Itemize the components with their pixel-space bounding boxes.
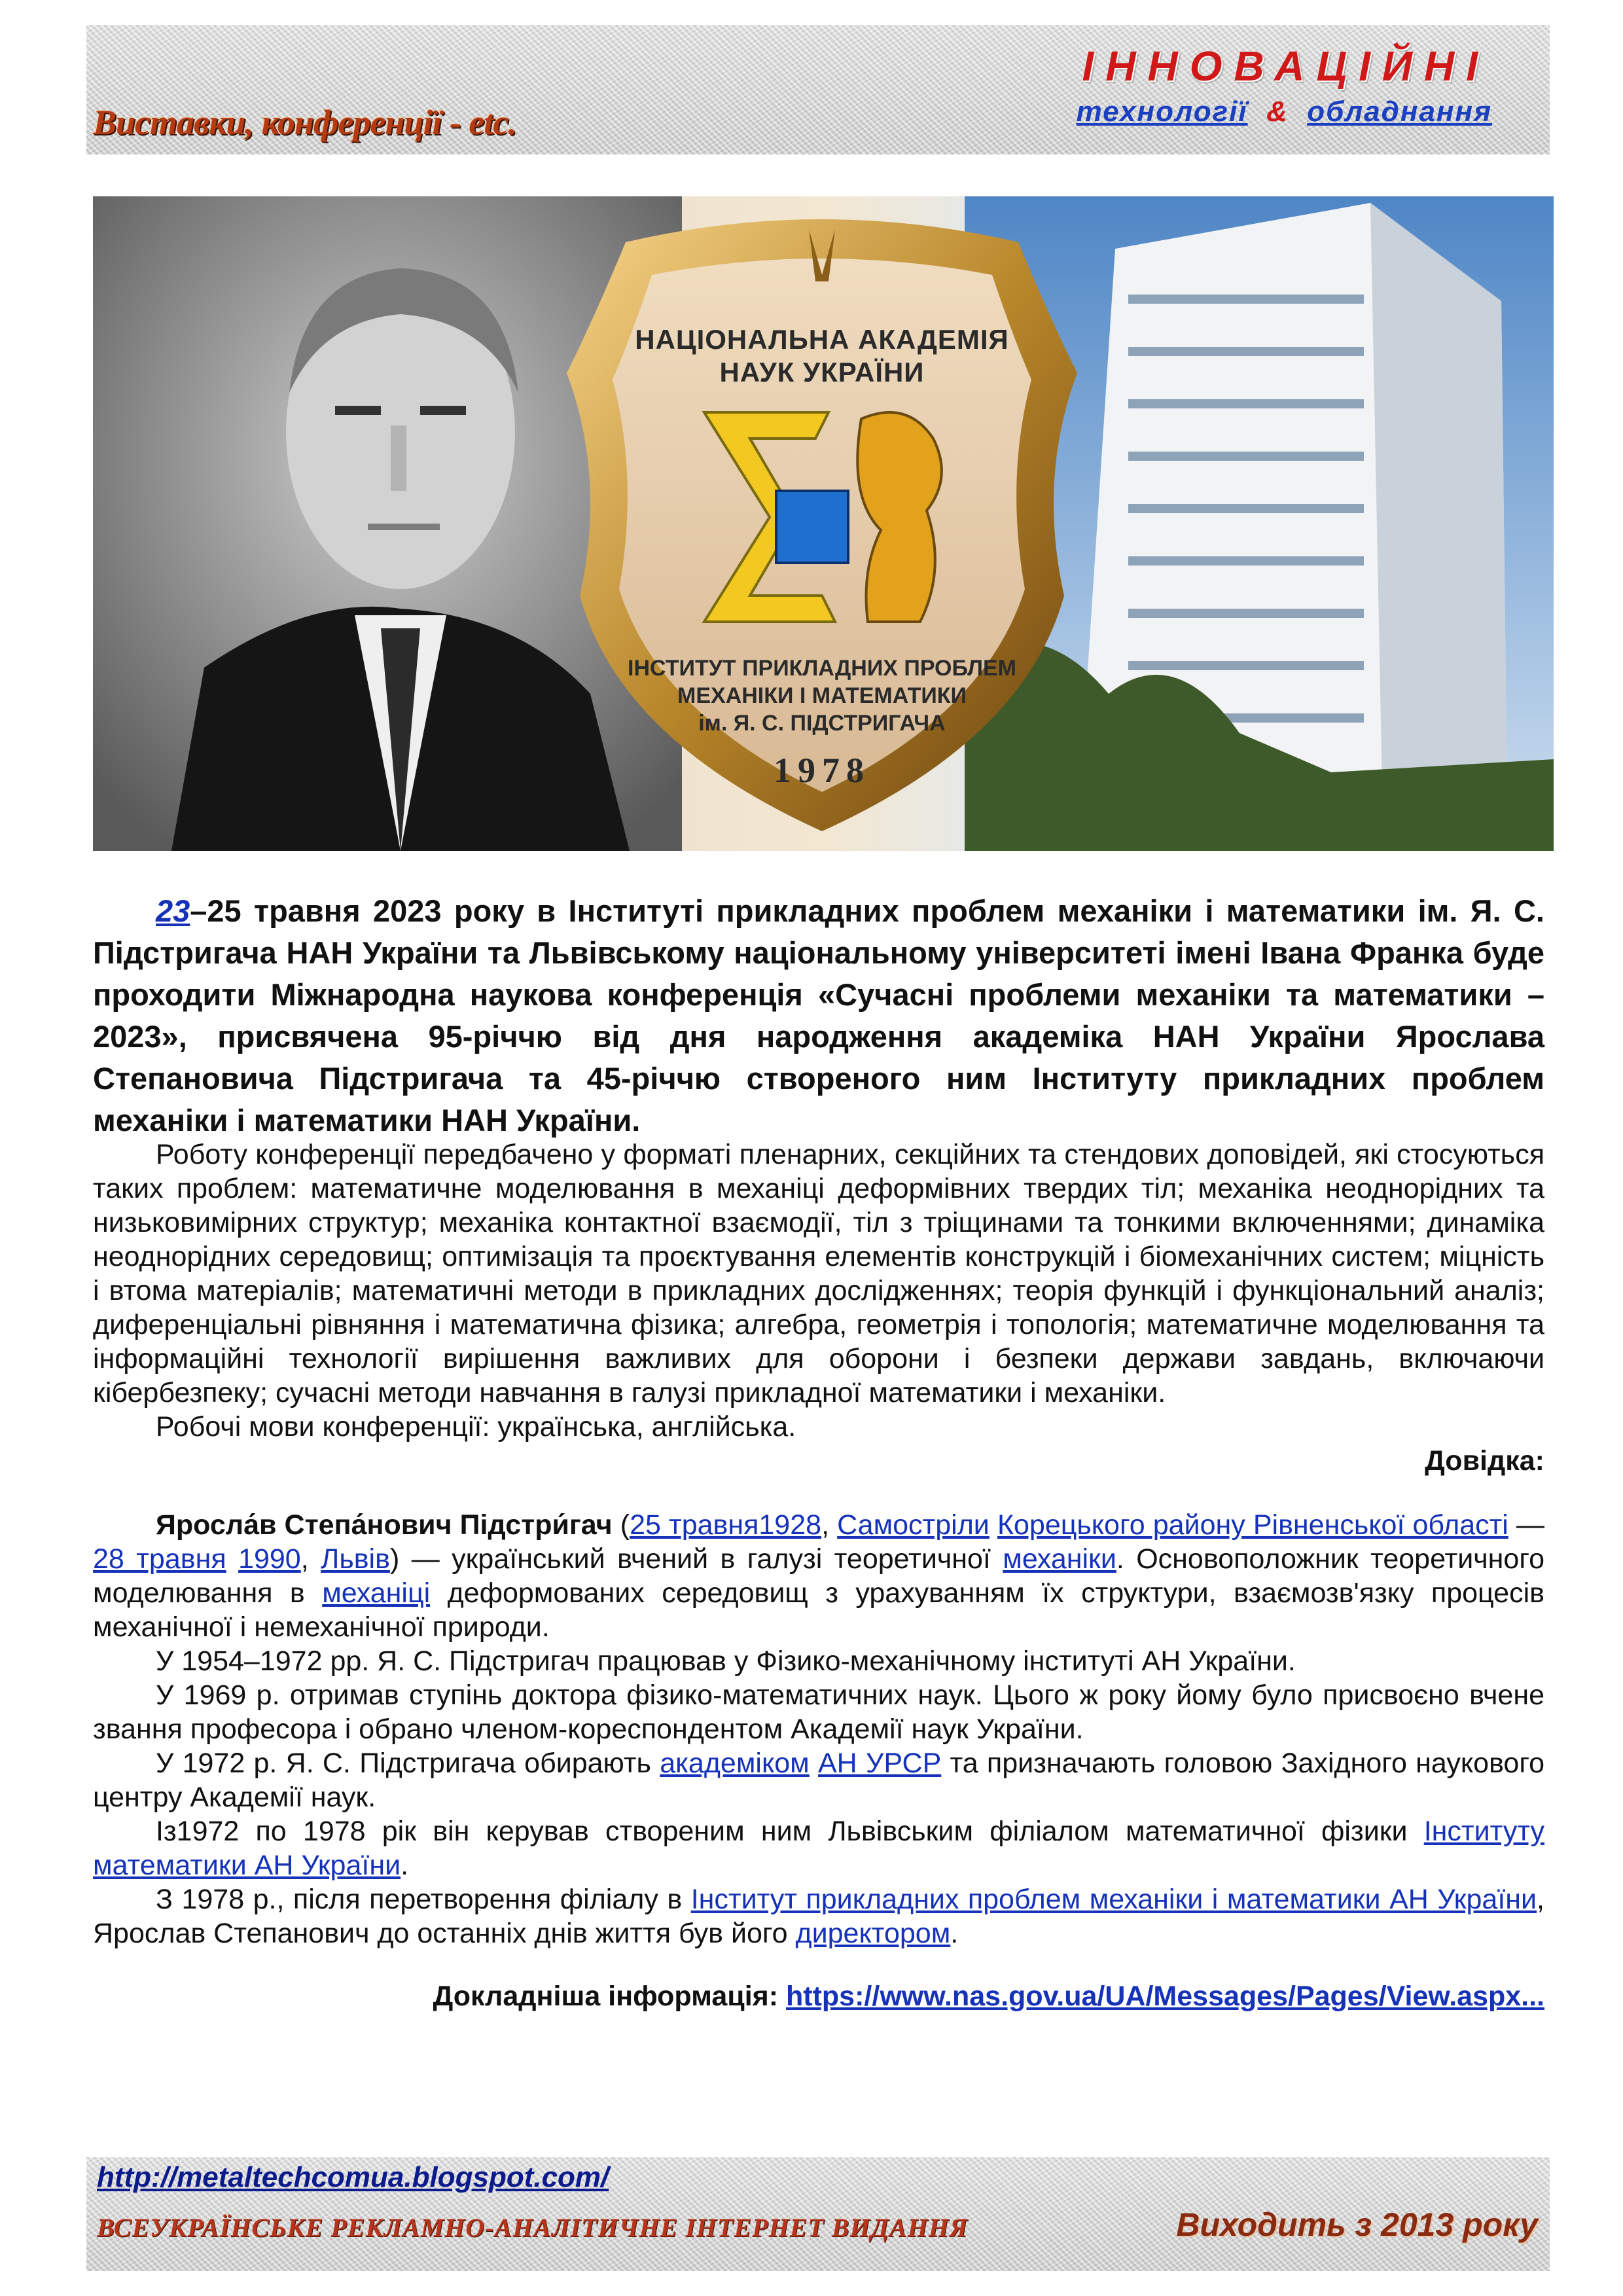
bio-text: ) — український вчений в галузі теоретичної bbox=[389, 1543, 1003, 1575]
city-link[interactable]: Львів bbox=[321, 1543, 390, 1575]
languages-paragraph: Робочі мови конференції: українська, англійська. bbox=[156, 1411, 796, 1443]
bio-text: . bbox=[401, 1850, 409, 1881]
bio-text bbox=[990, 1509, 997, 1541]
footer-since: Виходить з 2013 року bbox=[1176, 2206, 1538, 2243]
brand-sub-left: технології bbox=[1076, 96, 1248, 128]
conference-description bbox=[93, 1138, 1544, 1478]
bio-paragraph-4 bbox=[93, 1746, 1544, 1814]
bio-paragraph-3: У 1969 р. отримав ступінь доктора фізико-математичних наук. Цього ж року йому було присвоєно вчене звання професора і обрано членом-кореспондентом Академії наук України. bbox=[93, 1679, 1544, 1745]
emblem-institute-text bbox=[554, 655, 1090, 737]
header-band bbox=[86, 25, 1550, 154]
bio-text: . Основоположник теоретичного моделювання в bbox=[93, 1543, 1544, 1609]
bio-text: , Ярослав Степанович до останніх днів життя був його bbox=[93, 1884, 1544, 1949]
bio-text: . bbox=[950, 1918, 959, 1949]
biography-section bbox=[93, 1508, 1544, 2013]
bio-text: ( bbox=[612, 1509, 630, 1541]
institute-link[interactable]: Інститут прикладних проблем механіки і математики АН України bbox=[690, 1884, 1537, 1915]
footer-title: ВСЕУКРАЇНСЬКЕ РЕКЛАМНО-АНАЛІТИЧНЕ ІНТЕРНЕТ ВИДАННЯ bbox=[97, 2213, 969, 2242]
hero-image bbox=[93, 196, 1554, 851]
bio-paragraph-2: У 1954–1972 рр. Я. С. Підстригач працював у Фізико-механічному інституті АН України. bbox=[156, 1645, 1296, 1677]
emblem-text bbox=[554, 203, 1090, 851]
bio-text bbox=[810, 1748, 818, 1779]
death-year-link[interactable]: 1990 bbox=[238, 1543, 301, 1575]
topics-paragraph: Роботу конференції передбачено у форматі пленарних, секційних та стендових доповідей, які стосуються таких проблем: математичне моделювання в механіці деформівних твердих тіл; механіка неоднорідних та низьковимірних структур; механіка контактної взаємодії, тіл з тріщинами та тонкими включеннями; динаміка неоднорідних середовищ; оптимізація та проєктування елементів конструкцій і біомеханічних систем; міцність і втома матеріалів; математичні методи в прикладних дослідженнях; теорія функцій і функціональний аналіз; диференціальні рівняння і математична фізика; алгебра, геометрія і топологія; математичне моделювання та інформаційні технології вирішення важливих для оборони і безпеки держави завдань, включаючи кібербезпеку; сучасні методи навчання в галузі прикладної математики і механіки. bbox=[93, 1139, 1544, 1408]
district-link[interactable]: Корецького району Рівненської області bbox=[997, 1509, 1508, 1541]
bio-paragraph-1 bbox=[93, 1508, 1544, 1644]
brand-title: ІННОВАЦІЙНІ bbox=[1082, 43, 1489, 90]
an-ursr-link[interactable]: АН УРСР bbox=[818, 1748, 942, 1779]
lead-text: –25 травня 2023 року в Інституті прикладних проблем механіки і математики ім. Я. С. Підстригача НАН України та Львівському національному університеті імені Івана Франка буде проходити Міжнародна наукова конференція «Сучасні проблеми механіки та математики – 2023», присвячена 95-річчю від дня народження академіка НАН України Ярослава Степановича Підстригача та 45-річчю створеного ним Інституту прикладних проблем механіки і математики НАН України. bbox=[93, 893, 1544, 1138]
more-info bbox=[93, 1979, 1544, 2013]
bio-text: Із1972 по 1978 рік він керував створеним ним Львівським філіалом математичної фізики bbox=[156, 1816, 1424, 1847]
lead-paragraph bbox=[93, 890, 1544, 1141]
footer-url-link[interactable]: http://metaltechcomua.blogspot.com/ bbox=[97, 2161, 609, 2193]
birth-date-link[interactable]: 25 травня1928 bbox=[630, 1509, 822, 1541]
death-date-link[interactable]: 28 травня bbox=[93, 1543, 226, 1575]
section-tag: Виставки, конференції - etc. bbox=[93, 103, 516, 142]
footer-band bbox=[86, 2157, 1550, 2271]
bio-text: З 1978 р., після перетворення філіалу в bbox=[156, 1884, 691, 1915]
bio-text: деформованих середовищ з урахуванням їх структури, взаємозв'язку процесів механічної і немеханічної природи. bbox=[93, 1577, 1544, 1643]
bio-text: , bbox=[821, 1509, 838, 1541]
emblem-line-2: НАУК УКРАЇНИ bbox=[719, 357, 925, 387]
brand-subtitle bbox=[1077, 96, 1492, 128]
institute-mathematics-link[interactable]: Інституту математики АН України bbox=[93, 1816, 1544, 1881]
more-info-label: Докладніша інформація: bbox=[433, 1981, 787, 2012]
more-info-link[interactable]: https://www.nas.gov.ua/UA/Messages/Pages/View.aspx... bbox=[786, 1981, 1544, 2012]
emblem-year: 1978 bbox=[774, 751, 870, 790]
lead-date-link[interactable]: 23 bbox=[156, 893, 190, 928]
emblem-institute-line-2: МЕХАНІКИ І МАТЕМАТИКИ bbox=[677, 683, 967, 708]
brand-sub-right: обладнання bbox=[1307, 96, 1492, 128]
bio-paragraph-6 bbox=[93, 1882, 1544, 1950]
bio-text: — bbox=[1508, 1509, 1544, 1541]
mechanics-link-2[interactable]: механіці bbox=[322, 1577, 431, 1609]
village-link[interactable]: Самостріли bbox=[837, 1509, 990, 1541]
brand-sub-amp: & bbox=[1266, 96, 1289, 128]
reference-label: Довідка: bbox=[1425, 1445, 1544, 1477]
bio-name: Яросла́в Степа́нович Підстри́гач bbox=[156, 1509, 613, 1541]
bio-text: У 1972 р. Я. С. Підстригача обирають bbox=[156, 1748, 660, 1779]
emblem-line-1: НАЦІОНАЛЬНА АКАДЕМІЯ bbox=[635, 324, 1009, 355]
bio-text bbox=[226, 1543, 238, 1575]
director-link[interactable]: директором bbox=[795, 1918, 951, 1949]
academician-link[interactable]: академіком bbox=[660, 1748, 810, 1779]
emblem-institute-line-1: ІНСТИТУТ ПРИКЛАДНИХ ПРОБЛЕМ bbox=[628, 656, 1016, 681]
bio-text: , bbox=[300, 1543, 321, 1575]
mechanics-link[interactable]: механіки bbox=[1003, 1543, 1116, 1575]
bio-text: та призначають головою Західного наукового центру Академії наук. bbox=[93, 1748, 1544, 1813]
bio-paragraph-5 bbox=[93, 1814, 1544, 1882]
emblem-academy-text bbox=[554, 323, 1090, 389]
emblem-institute-line-3: ім. Я. С. ПІДСТРИГАЧА bbox=[698, 711, 946, 736]
